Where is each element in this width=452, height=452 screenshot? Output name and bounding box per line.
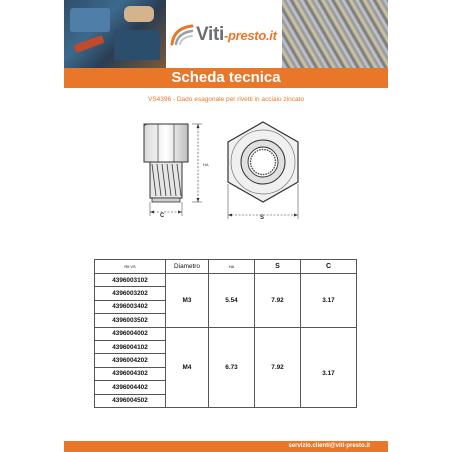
screws-photo xyxy=(282,0,388,68)
logo-arc-icon xyxy=(170,22,194,46)
brand-logo xyxy=(168,14,280,54)
logo-suffix: -presto.it xyxy=(224,28,277,43)
table-row xyxy=(95,274,357,287)
c-label: C xyxy=(160,213,165,219)
code-cell: 4396004402 xyxy=(95,381,166,394)
table-row xyxy=(95,327,357,340)
c-cell: 3.17 xyxy=(301,274,357,328)
tools-photo xyxy=(64,0,166,68)
col-header-ha: HA xyxy=(209,260,255,274)
code-cell: 4396003102 xyxy=(95,274,166,287)
footer-bar xyxy=(64,441,388,452)
ha-cell: 5.54 xyxy=(209,274,255,328)
logo-text xyxy=(196,24,277,46)
col-header-c: C xyxy=(301,260,357,274)
col-header-s: S xyxy=(255,260,301,274)
ha-label: HA xyxy=(203,162,209,167)
code-cell: 4396003202 xyxy=(95,287,166,300)
code-cell: 4396004202 xyxy=(95,354,166,367)
col-header-ref: Rif VS xyxy=(95,260,166,274)
header-banner xyxy=(64,0,388,68)
diameter-cell: M3 xyxy=(166,274,209,328)
table-header-row xyxy=(95,260,357,274)
front-view-drawing xyxy=(216,118,306,222)
s-cell: 7.92 xyxy=(255,274,301,328)
code-cell: 4396004302 xyxy=(95,367,166,380)
code-cell: 4396003502 xyxy=(95,314,166,327)
spec-table xyxy=(94,259,357,408)
s-label: S xyxy=(260,215,265,221)
code-cell: 4396004102 xyxy=(95,340,166,353)
diameter-cell: M4 xyxy=(166,327,209,407)
logo-name: Viti xyxy=(196,24,225,45)
code-cell: 4396003402 xyxy=(95,300,166,313)
contact-email[interactable]: servizio.clienti@viti-presto.it xyxy=(288,443,370,449)
code-cell: 4396004002 xyxy=(95,327,166,340)
side-view-drawing xyxy=(138,118,218,222)
code-cell: 4396004502 xyxy=(95,394,166,407)
product-subtitle: VS4396 - Dado esagonale per rivetti in acciaio zincato xyxy=(147,96,305,103)
page-title: Scheda tecnica xyxy=(64,68,388,88)
col-header-diameter: Diametro xyxy=(166,260,209,274)
s-cell: 7.92 xyxy=(255,327,301,407)
c-cell: 3.17 xyxy=(301,327,357,407)
ha-cell: 6.73 xyxy=(209,327,255,407)
